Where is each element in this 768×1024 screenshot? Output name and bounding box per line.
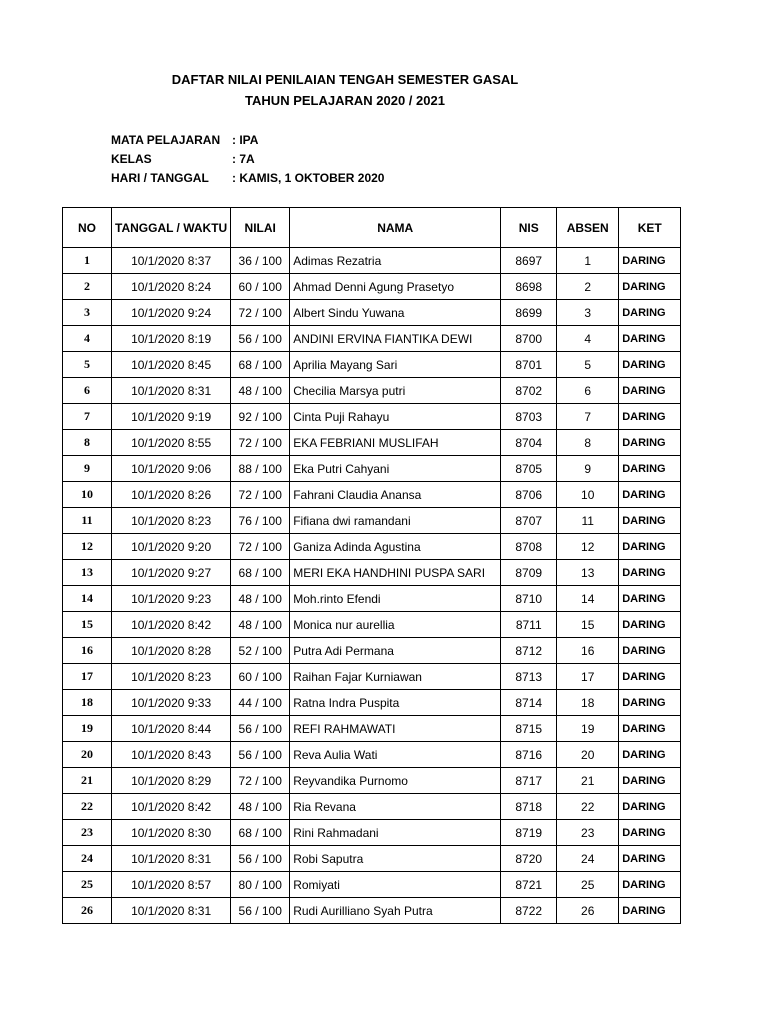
cell-nama: Reva Aulia Wati bbox=[290, 742, 501, 768]
cell-absen: 2 bbox=[557, 274, 619, 300]
header-no: NO bbox=[63, 208, 112, 248]
cell-ket: DARING bbox=[619, 430, 681, 456]
cell-ket: DARING bbox=[619, 300, 681, 326]
cell-nama: MERI EKA HANDHINI PUSPA SARI bbox=[290, 560, 501, 586]
cell-nis: 8706 bbox=[501, 482, 557, 508]
cell-nilai: 68 / 100 bbox=[231, 560, 290, 586]
meta-label: HARI / TANGGAL bbox=[111, 171, 209, 185]
cell-tanggal-waktu: 10/1/2020 8:55 bbox=[112, 430, 231, 456]
cell-no: 10 bbox=[63, 482, 112, 508]
cell-no: 16 bbox=[63, 638, 112, 664]
cell-tanggal-waktu: 10/1/2020 9:27 bbox=[112, 560, 231, 586]
document-subtitle: TAHUN PELAJARAN 2020 / 2021 bbox=[245, 93, 445, 108]
cell-ket: DARING bbox=[619, 404, 681, 430]
table-row bbox=[63, 690, 681, 716]
cell-no: 12 bbox=[63, 534, 112, 560]
cell-nis: 8705 bbox=[501, 456, 557, 482]
table-row bbox=[63, 482, 681, 508]
cell-nama: Ria Revana bbox=[290, 794, 501, 820]
cell-no: 19 bbox=[63, 716, 112, 742]
cell-absen: 1 bbox=[557, 248, 619, 274]
table-body bbox=[63, 248, 681, 924]
cell-no: 6 bbox=[63, 378, 112, 404]
table-row bbox=[63, 326, 681, 352]
cell-nama: Ahmad Denni Agung Prasetyo bbox=[290, 274, 501, 300]
meta-value: : 7A bbox=[232, 152, 255, 166]
cell-nilai: 60 / 100 bbox=[231, 664, 290, 690]
cell-nama: Cinta Puji Rahayu bbox=[290, 404, 501, 430]
cell-absen: 11 bbox=[557, 508, 619, 534]
header-nis: NIS bbox=[501, 208, 557, 248]
cell-absen: 8 bbox=[557, 430, 619, 456]
cell-ket: DARING bbox=[619, 820, 681, 846]
cell-absen: 21 bbox=[557, 768, 619, 794]
cell-tanggal-waktu: 10/1/2020 8:26 bbox=[112, 482, 231, 508]
cell-nama: Putra Adi Permana bbox=[290, 638, 501, 664]
cell-nama: Robi Saputra bbox=[290, 846, 501, 872]
cell-ket: DARING bbox=[619, 482, 681, 508]
cell-absen: 14 bbox=[557, 586, 619, 612]
cell-absen: 3 bbox=[557, 300, 619, 326]
cell-tanggal-waktu: 10/1/2020 8:31 bbox=[112, 846, 231, 872]
cell-absen: 19 bbox=[557, 716, 619, 742]
cell-nama: Aprilia Mayang Sari bbox=[290, 352, 501, 378]
cell-nis: 8704 bbox=[501, 430, 557, 456]
cell-nis: 8699 bbox=[501, 300, 557, 326]
cell-no: 15 bbox=[63, 612, 112, 638]
cell-absen: 10 bbox=[557, 482, 619, 508]
cell-nis: 8697 bbox=[501, 248, 557, 274]
cell-no: 23 bbox=[63, 820, 112, 846]
cell-ket: DARING bbox=[619, 638, 681, 664]
cell-nilai: 56 / 100 bbox=[231, 326, 290, 352]
table-row bbox=[63, 560, 681, 586]
cell-ket: DARING bbox=[619, 898, 681, 924]
cell-no: 2 bbox=[63, 274, 112, 300]
cell-nis: 8708 bbox=[501, 534, 557, 560]
cell-nis: 8711 bbox=[501, 612, 557, 638]
cell-nama: EKA FEBRIANI MUSLIFAH bbox=[290, 430, 501, 456]
cell-nilai: 76 / 100 bbox=[231, 508, 290, 534]
table-row bbox=[63, 872, 681, 898]
cell-ket: DARING bbox=[619, 534, 681, 560]
cell-tanggal-waktu: 10/1/2020 8:23 bbox=[112, 508, 231, 534]
cell-tanggal-waktu: 10/1/2020 9:23 bbox=[112, 586, 231, 612]
cell-nis: 8714 bbox=[501, 690, 557, 716]
cell-nilai: 56 / 100 bbox=[231, 716, 290, 742]
cell-tanggal-waktu: 10/1/2020 8:31 bbox=[112, 378, 231, 404]
cell-absen: 5 bbox=[557, 352, 619, 378]
cell-nilai: 56 / 100 bbox=[231, 742, 290, 768]
table-row bbox=[63, 404, 681, 430]
cell-nilai: 72 / 100 bbox=[231, 534, 290, 560]
meta-label: KELAS bbox=[111, 152, 152, 166]
cell-ket: DARING bbox=[619, 716, 681, 742]
cell-tanggal-waktu: 10/1/2020 8:42 bbox=[112, 794, 231, 820]
header-tanggal-waktu: TANGGAL / WAKTU bbox=[112, 208, 231, 248]
cell-ket: DARING bbox=[619, 560, 681, 586]
meta-value: : KAMIS, 1 OKTOBER 2020 bbox=[232, 171, 385, 185]
table-row bbox=[63, 794, 681, 820]
cell-nilai: 72 / 100 bbox=[231, 482, 290, 508]
cell-ket: DARING bbox=[619, 846, 681, 872]
cell-ket: DARING bbox=[619, 690, 681, 716]
table-row bbox=[63, 612, 681, 638]
cell-nama: Albert Sindu Yuwana bbox=[290, 300, 501, 326]
cell-nilai: 36 / 100 bbox=[231, 248, 290, 274]
table-row bbox=[63, 742, 681, 768]
table-row bbox=[63, 352, 681, 378]
cell-tanggal-waktu: 10/1/2020 8:42 bbox=[112, 612, 231, 638]
cell-absen: 22 bbox=[557, 794, 619, 820]
cell-nilai: 56 / 100 bbox=[231, 898, 290, 924]
cell-tanggal-waktu: 10/1/2020 8:23 bbox=[112, 664, 231, 690]
cell-nilai: 92 / 100 bbox=[231, 404, 290, 430]
cell-tanggal-waktu: 10/1/2020 8:29 bbox=[112, 768, 231, 794]
cell-nis: 8721 bbox=[501, 872, 557, 898]
cell-absen: 15 bbox=[557, 612, 619, 638]
cell-no: 11 bbox=[63, 508, 112, 534]
cell-no: 17 bbox=[63, 664, 112, 690]
table-row bbox=[63, 430, 681, 456]
table-row bbox=[63, 456, 681, 482]
cell-absen: 24 bbox=[557, 846, 619, 872]
cell-nilai: 48 / 100 bbox=[231, 378, 290, 404]
header-nama: NAMA bbox=[290, 208, 501, 248]
cell-nama: Reyvandika Purnomo bbox=[290, 768, 501, 794]
cell-nis: 8698 bbox=[501, 274, 557, 300]
cell-nis: 8703 bbox=[501, 404, 557, 430]
cell-ket: DARING bbox=[619, 872, 681, 898]
cell-nama: Eka Putri Cahyani bbox=[290, 456, 501, 482]
meta-label: MATA PELAJARAN bbox=[111, 133, 221, 147]
cell-absen: 7 bbox=[557, 404, 619, 430]
cell-absen: 25 bbox=[557, 872, 619, 898]
cell-no: 18 bbox=[63, 690, 112, 716]
cell-nis: 8715 bbox=[501, 716, 557, 742]
cell-tanggal-waktu: 10/1/2020 8:37 bbox=[112, 248, 231, 274]
cell-nilai: 72 / 100 bbox=[231, 300, 290, 326]
cell-no: 14 bbox=[63, 586, 112, 612]
cell-nama: Rini Rahmadani bbox=[290, 820, 501, 846]
cell-tanggal-waktu: 10/1/2020 8:45 bbox=[112, 352, 231, 378]
cell-nis: 8713 bbox=[501, 664, 557, 690]
cell-no: 5 bbox=[63, 352, 112, 378]
cell-tanggal-waktu: 10/1/2020 8:43 bbox=[112, 742, 231, 768]
cell-nilai: 72 / 100 bbox=[231, 768, 290, 794]
cell-ket: DARING bbox=[619, 794, 681, 820]
cell-nis: 8701 bbox=[501, 352, 557, 378]
cell-nama: Adimas Rezatria bbox=[290, 248, 501, 274]
cell-nilai: 52 / 100 bbox=[231, 638, 290, 664]
table-row bbox=[63, 898, 681, 924]
cell-nilai: 48 / 100 bbox=[231, 586, 290, 612]
cell-ket: DARING bbox=[619, 586, 681, 612]
table-row bbox=[63, 716, 681, 742]
cell-absen: 26 bbox=[557, 898, 619, 924]
cell-nis: 8720 bbox=[501, 846, 557, 872]
cell-nis: 8712 bbox=[501, 638, 557, 664]
cell-no: 21 bbox=[63, 768, 112, 794]
cell-tanggal-waktu: 10/1/2020 8:30 bbox=[112, 820, 231, 846]
cell-absen: 18 bbox=[557, 690, 619, 716]
cell-tanggal-waktu: 10/1/2020 8:44 bbox=[112, 716, 231, 742]
cell-nis: 8709 bbox=[501, 560, 557, 586]
cell-absen: 6 bbox=[557, 378, 619, 404]
cell-tanggal-waktu: 10/1/2020 8:57 bbox=[112, 872, 231, 898]
cell-no: 25 bbox=[63, 872, 112, 898]
cell-nis: 8718 bbox=[501, 794, 557, 820]
cell-tanggal-waktu: 10/1/2020 9:33 bbox=[112, 690, 231, 716]
cell-nis: 8722 bbox=[501, 898, 557, 924]
cell-nis: 8717 bbox=[501, 768, 557, 794]
cell-nis: 8710 bbox=[501, 586, 557, 612]
table-row bbox=[63, 664, 681, 690]
table-header-row bbox=[63, 208, 681, 248]
cell-absen: 23 bbox=[557, 820, 619, 846]
cell-nama: Raihan Fajar Kurniawan bbox=[290, 664, 501, 690]
table-row bbox=[63, 586, 681, 612]
cell-nama: ANDINI ERVINA FIANTIKA DEWI bbox=[290, 326, 501, 352]
cell-no: 1 bbox=[63, 248, 112, 274]
cell-tanggal-waktu: 10/1/2020 8:31 bbox=[112, 898, 231, 924]
cell-absen: 17 bbox=[557, 664, 619, 690]
cell-tanggal-waktu: 10/1/2020 8:19 bbox=[112, 326, 231, 352]
cell-nis: 8719 bbox=[501, 820, 557, 846]
cell-nama: Romiyati bbox=[290, 872, 501, 898]
table-row bbox=[63, 378, 681, 404]
cell-nama: Rudi Aurilliano Syah Putra bbox=[290, 898, 501, 924]
cell-tanggal-waktu: 10/1/2020 9:06 bbox=[112, 456, 231, 482]
cell-no: 9 bbox=[63, 456, 112, 482]
table-row bbox=[63, 846, 681, 872]
table-row bbox=[63, 508, 681, 534]
cell-no: 7 bbox=[63, 404, 112, 430]
cell-no: 4 bbox=[63, 326, 112, 352]
cell-nama: Checilia Marsya putri bbox=[290, 378, 501, 404]
cell-nama: Monica nur aurellia bbox=[290, 612, 501, 638]
cell-nilai: 68 / 100 bbox=[231, 352, 290, 378]
cell-nama: Fifiana dwi ramandani bbox=[290, 508, 501, 534]
cell-nilai: 48 / 100 bbox=[231, 794, 290, 820]
cell-absen: 13 bbox=[557, 560, 619, 586]
cell-nama: REFI RAHMAWATI bbox=[290, 716, 501, 742]
cell-ket: DARING bbox=[619, 456, 681, 482]
cell-tanggal-waktu: 10/1/2020 8:28 bbox=[112, 638, 231, 664]
cell-no: 13 bbox=[63, 560, 112, 586]
cell-tanggal-waktu: 10/1/2020 9:19 bbox=[112, 404, 231, 430]
cell-nilai: 72 / 100 bbox=[231, 430, 290, 456]
header-ket: KET bbox=[619, 208, 681, 248]
cell-nama: Fahrani Claudia Anansa bbox=[290, 482, 501, 508]
cell-absen: 9 bbox=[557, 456, 619, 482]
cell-no: 3 bbox=[63, 300, 112, 326]
cell-nilai: 88 / 100 bbox=[231, 456, 290, 482]
cell-ket: DARING bbox=[619, 248, 681, 274]
cell-no: 22 bbox=[63, 794, 112, 820]
cell-ket: DARING bbox=[619, 508, 681, 534]
cell-nama: Moh.rinto Efendi bbox=[290, 586, 501, 612]
cell-nama: Ratna Indra Puspita bbox=[290, 690, 501, 716]
header-nilai: NILAI bbox=[231, 208, 290, 248]
cell-ket: DARING bbox=[619, 274, 681, 300]
cell-absen: 20 bbox=[557, 742, 619, 768]
table-row bbox=[63, 534, 681, 560]
cell-nis: 8716 bbox=[501, 742, 557, 768]
cell-nilai: 48 / 100 bbox=[231, 612, 290, 638]
cell-nilai: 44 / 100 bbox=[231, 690, 290, 716]
cell-nilai: 60 / 100 bbox=[231, 274, 290, 300]
table-row bbox=[63, 274, 681, 300]
table-row bbox=[63, 300, 681, 326]
cell-nis: 8702 bbox=[501, 378, 557, 404]
cell-ket: DARING bbox=[619, 326, 681, 352]
table-row bbox=[63, 820, 681, 846]
header-absen: ABSEN bbox=[557, 208, 619, 248]
cell-nilai: 68 / 100 bbox=[231, 820, 290, 846]
cell-ket: DARING bbox=[619, 742, 681, 768]
cell-nis: 8700 bbox=[501, 326, 557, 352]
cell-ket: DARING bbox=[619, 378, 681, 404]
cell-tanggal-waktu: 10/1/2020 9:20 bbox=[112, 534, 231, 560]
meta-value: : IPA bbox=[232, 133, 259, 147]
table-row bbox=[63, 768, 681, 794]
cell-absen: 16 bbox=[557, 638, 619, 664]
cell-ket: DARING bbox=[619, 664, 681, 690]
cell-no: 20 bbox=[63, 742, 112, 768]
cell-no: 26 bbox=[63, 898, 112, 924]
cell-ket: DARING bbox=[619, 352, 681, 378]
cell-absen: 4 bbox=[557, 326, 619, 352]
cell-nilai: 56 / 100 bbox=[231, 846, 290, 872]
cell-no: 24 bbox=[63, 846, 112, 872]
cell-no: 8 bbox=[63, 430, 112, 456]
cell-tanggal-waktu: 10/1/2020 8:24 bbox=[112, 274, 231, 300]
table-row bbox=[63, 638, 681, 664]
grades-table bbox=[62, 207, 681, 924]
cell-absen: 12 bbox=[557, 534, 619, 560]
document-title: DAFTAR NILAI PENILAIAN TENGAH SEMESTER GASAL bbox=[171, 72, 519, 87]
cell-nilai: 80 / 100 bbox=[231, 872, 290, 898]
cell-nama: Ganiza Adinda Agustina bbox=[290, 534, 501, 560]
table-row bbox=[63, 248, 681, 274]
cell-nis: 8707 bbox=[501, 508, 557, 534]
cell-tanggal-waktu: 10/1/2020 9:24 bbox=[112, 300, 231, 326]
cell-ket: DARING bbox=[619, 768, 681, 794]
cell-ket: DARING bbox=[619, 612, 681, 638]
